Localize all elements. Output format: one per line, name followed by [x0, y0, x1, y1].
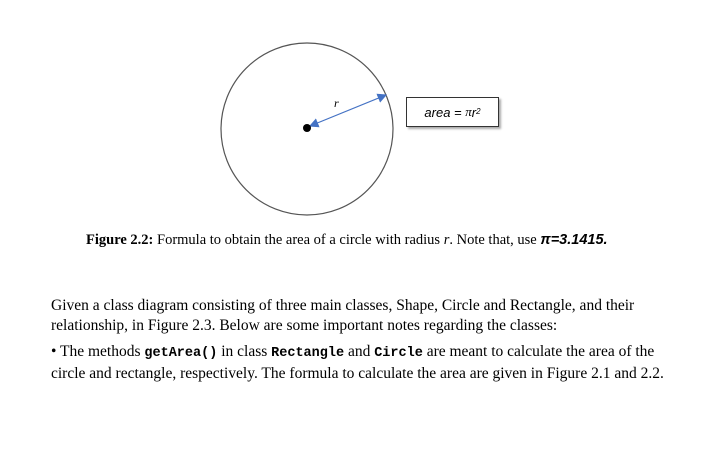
notes-rest: are meant to calculate the area of the circle and rectangle, respectively. The formula to calculate the area are given in Figure 2.1 and 2.2. [51, 343, 664, 382]
intro-paragraph: Given a class diagram consisting of three main classes, Shape, Circle and Rectangle, and their relationship, in Figure 2.3. Below are some important notes regarding the classes: [51, 297, 635, 334]
formula-prefix: area = [424, 104, 466, 120]
notes-mid2: and [344, 343, 375, 360]
caption-r: r [443, 232, 450, 248]
formula-box [406, 97, 499, 127]
notes-mid1: in class [217, 343, 272, 360]
caption-label: Figure 2.2: [86, 232, 154, 248]
class-rectangle: Rectangle [271, 346, 345, 361]
bullet-lead: • The methods [51, 343, 145, 360]
method-name: getArea() [144, 346, 218, 361]
figure-caption [86, 232, 686, 249]
caption-text2: . Note that, use [449, 232, 541, 248]
radius-label: r [334, 96, 339, 110]
formula-r: r [471, 104, 477, 120]
class-circle: Circle [374, 346, 423, 361]
center-dot [303, 124, 311, 132]
caption-pi-value: π=3.1415. [540, 232, 608, 248]
caption-text: Formula to obtain the area of a circle with radius [153, 232, 444, 248]
radius-arrow [310, 95, 386, 126]
formula-pi: π [465, 104, 472, 119]
formula-exponent: 2 [476, 106, 481, 116]
notes-paragraph [51, 342, 671, 384]
